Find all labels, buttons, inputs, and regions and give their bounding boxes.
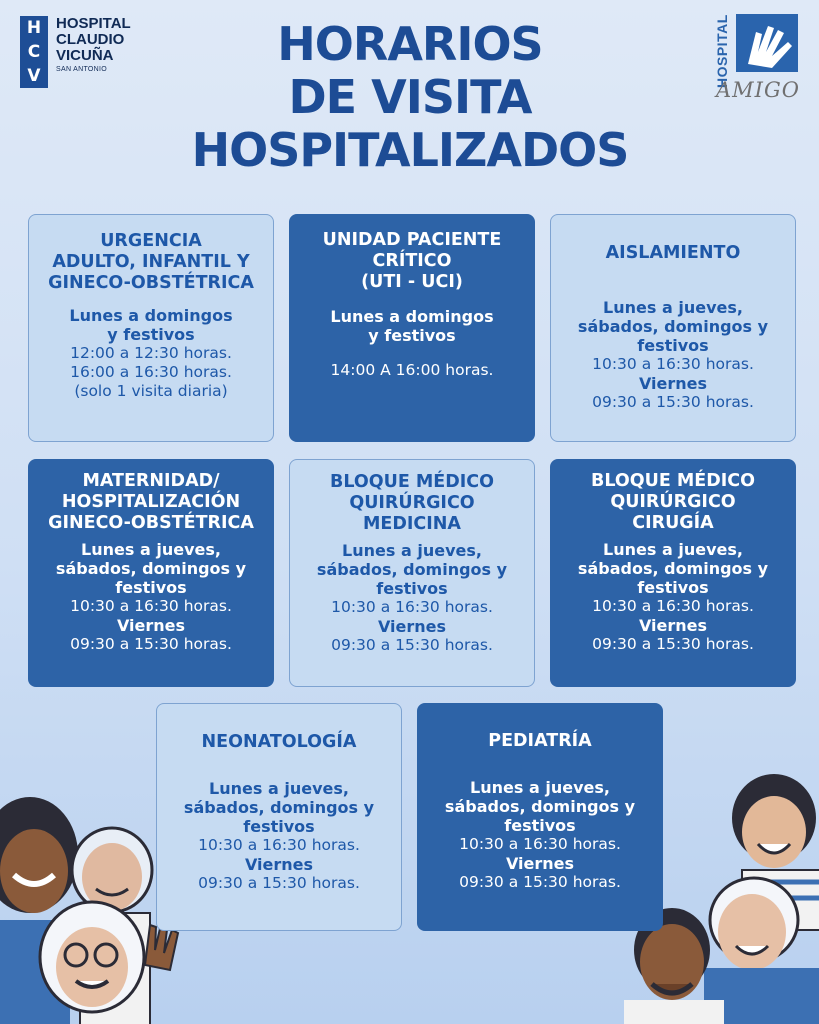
visit-hours: 10:30 a 16:30 horas. [592, 597, 754, 615]
card-title-line: UNIDAD PACIENTE [322, 230, 502, 250]
card-title [31, 231, 271, 294]
visit-days-line: Lunes a domingos [69, 306, 233, 325]
page-title [140, 18, 680, 177]
visit-days-line: sábados, domingos y [316, 560, 508, 579]
visit-days [419, 778, 661, 835]
amigo-vertical-text: HOSPITAL [714, 14, 730, 88]
card-title-line: GINECO-OBSTÉTRICA [48, 273, 254, 293]
visit-days [31, 306, 271, 344]
hospital-name-line-2: CLAUDIO [56, 31, 125, 48]
card-title-line: MATERNIDAD/ [82, 471, 220, 491]
visit-days-line: festivos [504, 816, 576, 835]
visit-days [159, 779, 399, 836]
visit-extra-day: Viernes [244, 855, 314, 874]
visit-days-line: Lunes a jueves, [342, 541, 482, 560]
hcv-logo [20, 16, 131, 88]
card-title [552, 471, 794, 534]
card-title [553, 243, 793, 264]
card-title-line: HOSPITALIZACIÓN [61, 492, 241, 512]
visit-hours [31, 344, 271, 401]
card-urgencia [28, 214, 274, 442]
visit-days-line: y festivos [107, 325, 195, 344]
card-title [159, 732, 399, 753]
hcv-letter-h: H [26, 18, 42, 38]
card-title-line: NEONATOLOGÍA [201, 732, 357, 752]
visit-days-line: sábados, domingos y [577, 559, 769, 578]
visit-days-line: festivos [243, 817, 315, 836]
card-title-line: QUIRÚRGICO [610, 492, 736, 512]
visit-days [552, 540, 794, 597]
card-title-line: QUIRÚRGICO [349, 493, 475, 513]
title-line-3: HOSPITALIZADOS [191, 123, 629, 177]
card-title-line: GINECO-OBSTÉTRICA [48, 513, 254, 533]
visit-extra-day: Viernes [116, 616, 186, 635]
card-title-line: MEDICINA [363, 514, 461, 534]
visit-extra-day: Viernes [505, 854, 575, 873]
hospital-location: SAN ANTONIO [56, 66, 108, 73]
visit-days-line: y festivos [368, 326, 456, 345]
title-line-2: DE VISITA [288, 70, 532, 124]
card-title [292, 472, 532, 535]
visit-hours: 10:30 a 16:30 horas. [198, 836, 360, 854]
visit-days [553, 298, 793, 355]
visit-days-line: Lunes a jueves, [603, 298, 743, 317]
visit-days-line: Lunes a jueves, [603, 540, 743, 559]
card-title-line: CRÍTICO [372, 251, 452, 271]
visit-hours: 10:30 a 16:30 horas. [331, 598, 493, 616]
hospital-amigo-logo [712, 12, 807, 107]
visit-days-line: festivos [637, 336, 709, 355]
visit-days-line: festivos [637, 578, 709, 597]
visit-extra-hours: 09:30 a 15:30 horas. [70, 635, 232, 653]
hcv-letter-c: C [27, 42, 41, 62]
visit-hours-line: 14:00 A 16:00 horas. [330, 361, 494, 379]
card-title-line: ADULTO, INFANTIL Y [52, 252, 250, 272]
card-aislamiento [550, 214, 796, 442]
visit-extra-hours: 09:30 a 15:30 horas. [459, 873, 621, 891]
card-unidad-paciente-critico [289, 214, 535, 442]
visit-extra-day: Viernes [638, 616, 708, 635]
visit-days [30, 540, 272, 597]
card-title-line: (UTI - UCI) [361, 272, 463, 292]
card-title-line: CIRUGÍA [632, 513, 714, 533]
visit-hours-line: 16:00 a 16:30 horas. [70, 363, 232, 381]
hospital-name-line-1: HOSPITAL [56, 15, 131, 32]
visit-extra-day: Viernes [638, 374, 708, 393]
hcv-logo-text [56, 16, 131, 73]
visit-days-line: Lunes a domingos [330, 307, 494, 326]
hcv-letter-v: V [27, 66, 41, 86]
hcv-logo-mark [20, 16, 48, 88]
amigo-word: AMIGO [716, 78, 800, 102]
card-title [291, 230, 533, 293]
card-title [30, 471, 272, 534]
visit-days-line: festivos [115, 578, 187, 597]
hospital-name-line-3: VICUÑA [56, 47, 114, 64]
visit-days-line: Lunes a jueves, [470, 778, 610, 797]
visit-days-line: Lunes a jueves, [209, 779, 349, 798]
card-title [419, 731, 661, 752]
visit-hours: 10:30 a 16:30 horas. [592, 355, 754, 373]
visit-hours: 10:30 a 16:30 horas. [459, 835, 621, 853]
visit-days [292, 541, 532, 598]
card-title-line: BLOQUE MÉDICO [590, 471, 755, 491]
visit-hours-line: (solo 1 visita diaria) [74, 382, 228, 400]
card-bloque-cirugia [550, 459, 796, 687]
card-title-line: URGENCIA [100, 231, 202, 251]
visit-hours [291, 361, 533, 380]
card-neonatologia [156, 703, 402, 931]
visit-hours-line: 12:00 a 12:30 horas. [70, 344, 232, 362]
visit-days-line: sábados, domingos y [55, 559, 247, 578]
visit-extra-hours: 09:30 a 15:30 horas. [592, 393, 754, 411]
visit-days-line: Lunes a jueves, [81, 540, 221, 559]
visit-extra-hours: 09:30 a 15:30 horas. [198, 874, 360, 892]
title-line-1: HORARIOS [277, 17, 543, 71]
visit-days-line: sábados, domingos y [183, 798, 375, 817]
card-pediatria [417, 703, 663, 931]
card-bloque-medicina [289, 459, 535, 687]
visit-hours: 10:30 a 16:30 horas. [70, 597, 232, 615]
card-maternidad [28, 459, 274, 687]
visit-days [291, 307, 533, 345]
visit-days-line: sábados, domingos y [577, 317, 769, 336]
visit-extra-hours: 09:30 a 15:30 horas. [592, 635, 754, 653]
card-title-line: AISLAMIENTO [605, 243, 741, 263]
card-title-line: BLOQUE MÉDICO [329, 472, 494, 492]
visit-days-line: sábados, domingos y [444, 797, 636, 816]
card-title-line: PEDIATRÍA [488, 731, 592, 751]
visit-extra-hours: 09:30 a 15:30 horas. [331, 636, 493, 654]
visit-days-line: festivos [376, 579, 448, 598]
visit-extra-day: Viernes [377, 617, 447, 636]
